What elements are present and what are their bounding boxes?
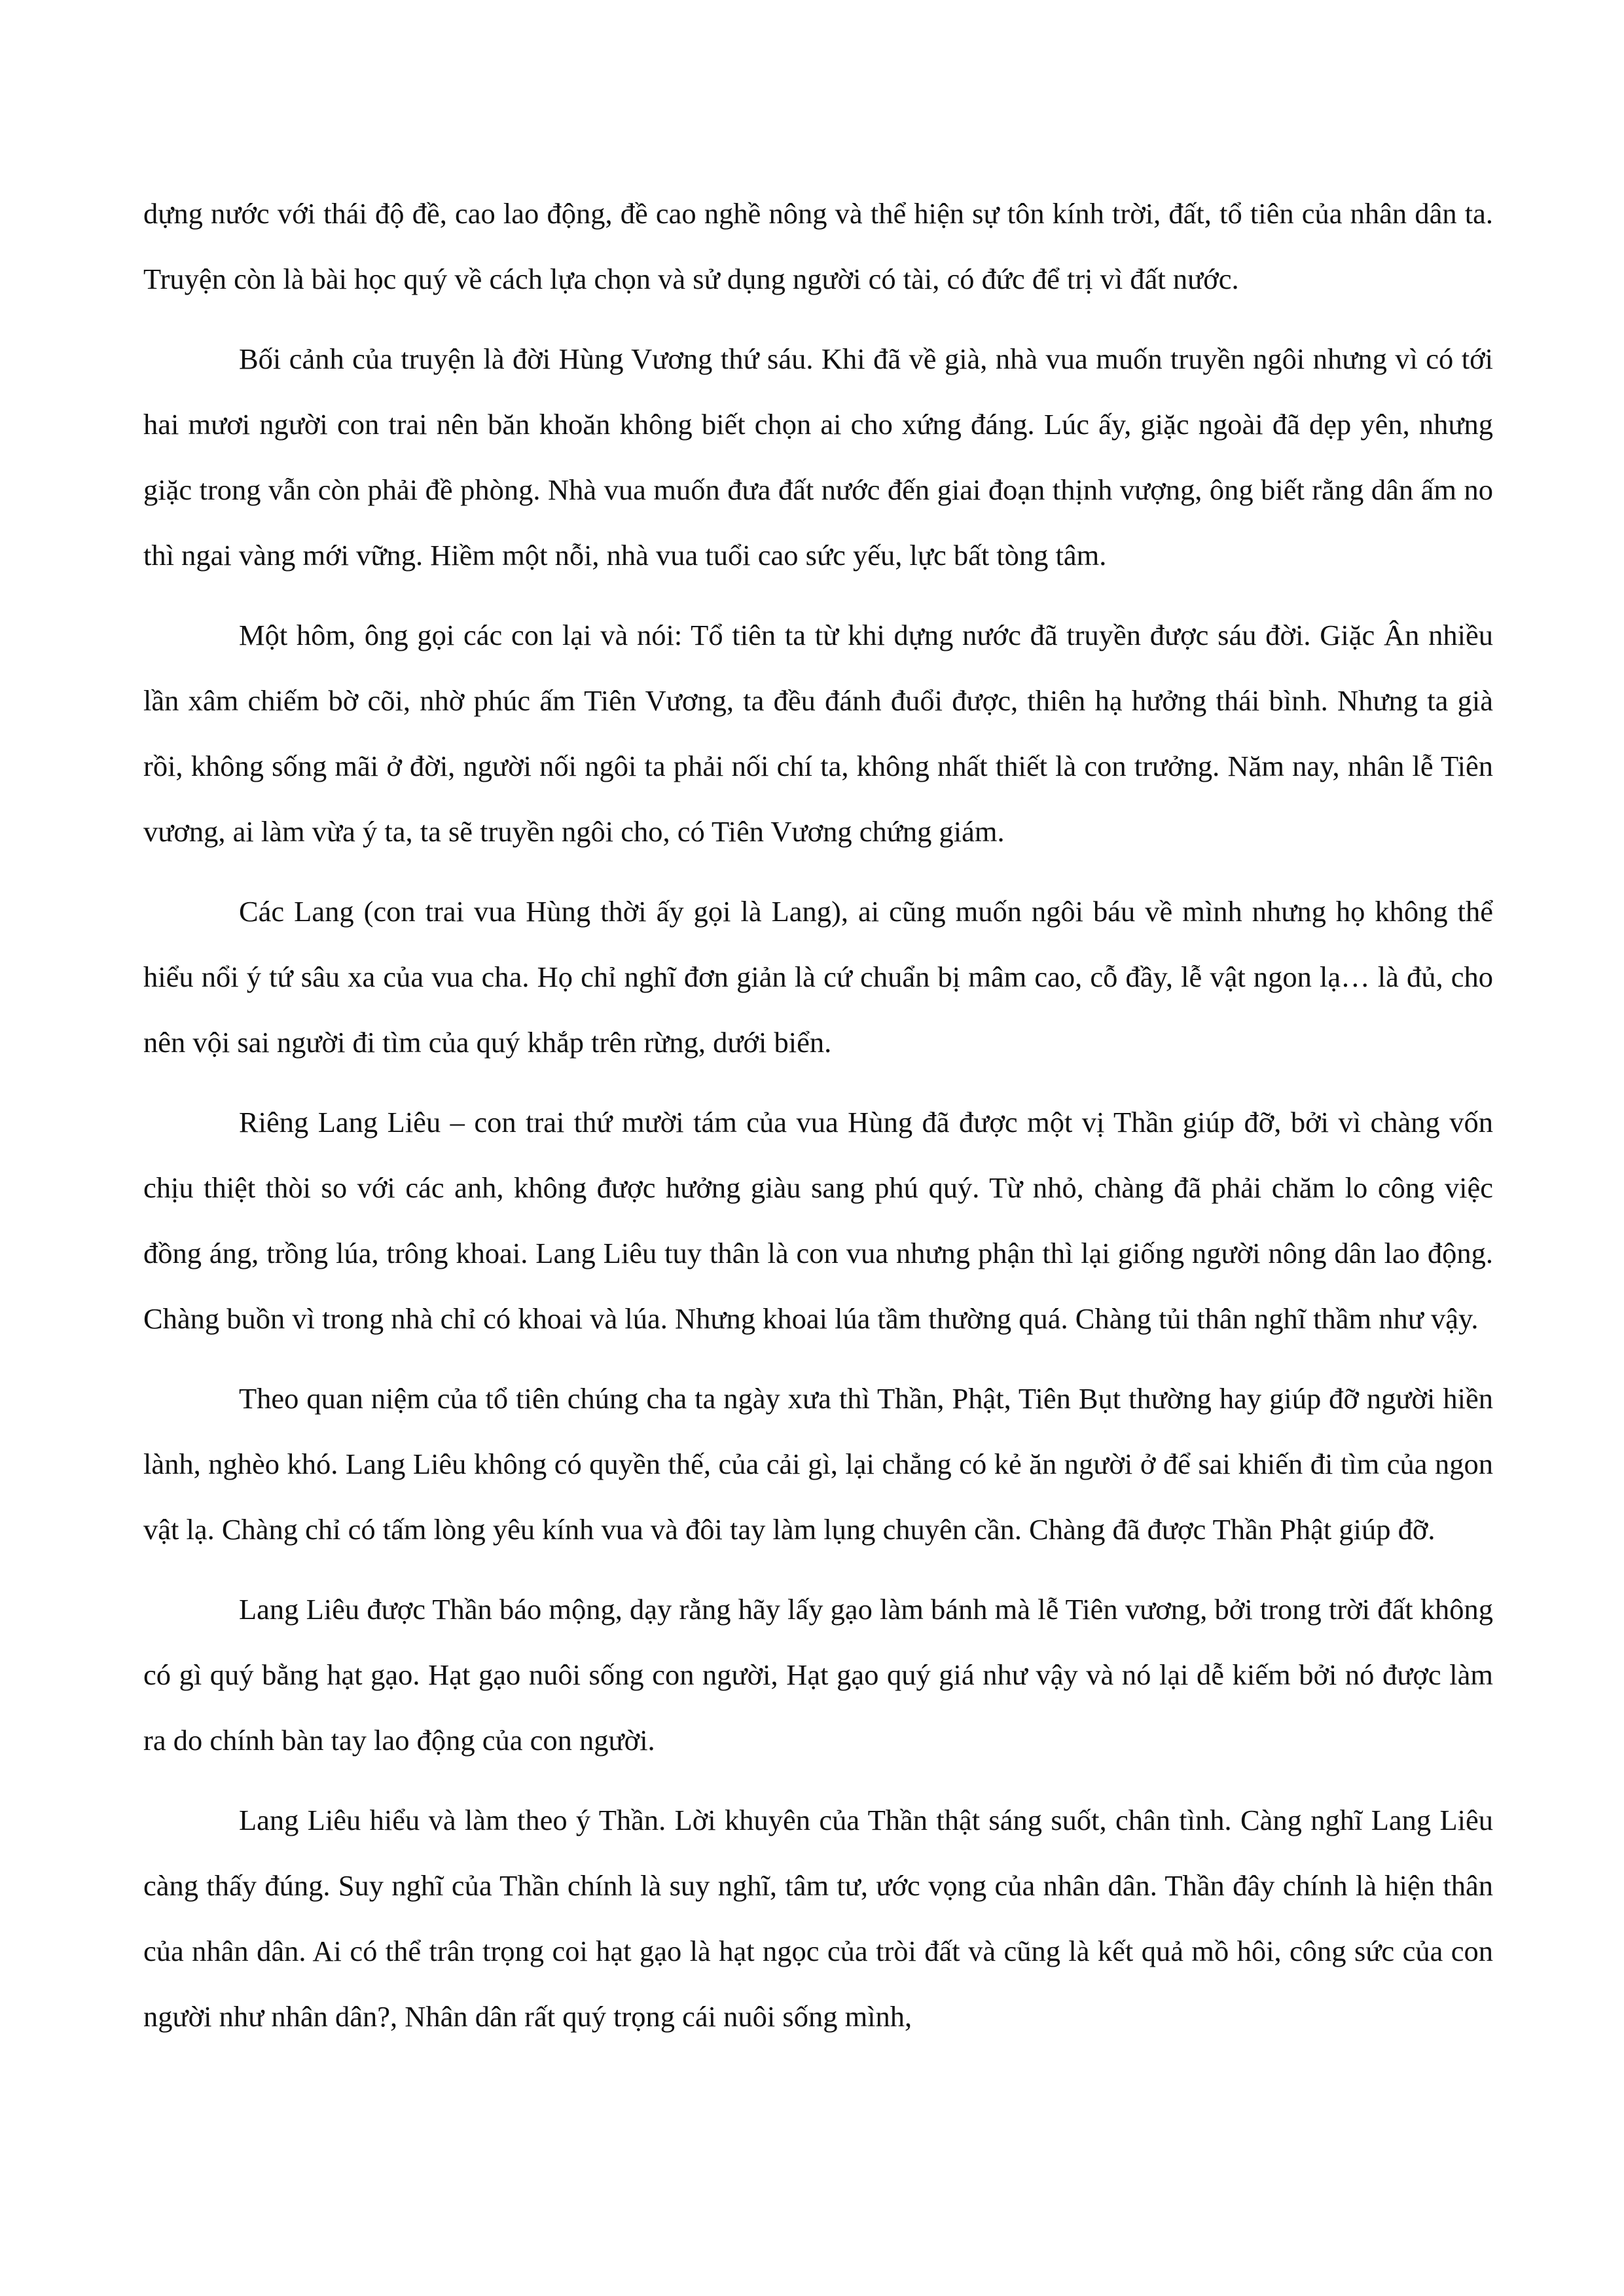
paragraph-1: dựng nước với thái độ đề, cao lao động, đề cao nghề nông và thể hiện sự tôn kính trời, đất, tổ tiên của nhân dân ta. Truyện còn là bài học quý về cách lựa chọn và sử dụng người có tài, có đức để trị vì đất nước. (143, 197, 1493, 295)
paragraph-6: Theo quan niệm của tổ tiên chúng cha ta ngày xưa thì Thần, Phật, Tiên Bụt thường hay giúp đỡ người hiền lành, nghèo khó. Lang Liêu không có quyền thế, của cải gì, lại chẳng có kẻ ăn người ở để sai khiến đi tìm của ngon vật lạ. Chàng chỉ có tấm lòng yêu kính vua và đôi tay làm lụng chuyên cần. Chàng đã được Thần Phật giúp đỡ. (143, 1382, 1493, 1546)
paragraph-2: Bối cảnh của truyện là đời Hùng Vương thứ sáu. Khi đã về già, nhà vua muốn truyền ngôi nhưng vì có tới hai mươi người con trai nên băn khoăn không biết chọn ai cho xứng đáng. Lúc ấy, giặc ngoài đã dẹp yên, nhưng giặc trong vẫn còn phải đề phòng. Nhà vua muốn đưa đất nước đến giai đoạn thịnh vượng, ông biết rằng dân ấm no thì ngai vàng mới vững. Hiềm một nỗi, nhà vua tuổi cao sức yếu, lực bất tòng tâm. (143, 342, 1493, 572)
paragraph-5: Riêng Lang Liêu – con trai thứ mười tám của vua Hùng đã được một vị Thần giúp đỡ, bởi vì chàng vốn chịu thiệt thòi so với các anh, không được hưởng giàu sang phú quý. Từ nhỏ, chàng đã phải chăm lo công việc đồng áng, trồng lúa, trông khoai. Lang Liêu tuy thân là con vua nhưng phận thì lại giống người nông dân lao động. Chàng buồn vì trong nhà chỉ có khoai và lúa. Nhưng khoai lúa tầm thường quá. Chàng tủi thân nghĩ thầm như vậy. (143, 1106, 1493, 1335)
paragraph-8: Lang Liêu hiểu và làm theo ý Thần. Lời khuyên của Thần thật sáng suốt, chân tình. Càng nghĩ Lang Liêu càng thấy đúng. Suy nghĩ của Thần chính là suy nghĩ, tâm tư, ước vọng của nhân dân. Thần đây chính là hiện thân của nhân dân. Ai có thể trân trọng coi hạt gạo là hạt ngọc của tròi đất và cũng là kết quả mồ hôi, công sức của con người như nhân dân?, Nhân dân rất quý trọng cái nuôi sống mình, (143, 1804, 1493, 2033)
paragraph-3: Một hôm, ông gọi các con lại và nói: Tổ tiên ta từ khi dựng nước đã truyền được sáu đời. Giặc Ân nhiều lần xâm chiếm bờ cõi, nhờ phúc ấm Tiên Vương, ta đều đánh đuổi được, thiên hạ hưởng thái bình. Nhưng ta già rồi, không sống mãi ở đời, người nối ngôi ta phải nối chí ta, không nhất thiết là con trưởng. Năm nay, nhân lễ Tiên vương, ai làm vừa ý ta, ta sẽ truyền ngôi cho, có Tiên Vương chứng giám. (143, 619, 1493, 848)
paragraph-4: Các Lang (con trai vua Hùng thời ấy gọi là Lang), ai cũng muốn ngôi báu về mình nhưng họ không thể hiểu nổi ý tứ sâu xa của vua cha. Họ chỉ nghĩ đơn giản là cứ chuẩn bị mâm cao, cỗ đầy, lễ vật ngon lạ… là đủ, cho nên vội sai người đi tìm của quý khắp trên rừng, dưới biển. (143, 895, 1493, 1059)
paragraph-7: Lang Liêu được Thần báo mộng, dạy rằng hãy lấy gạo làm bánh mà lễ Tiên vương, bởi trong trời đất không có gì quý bằng hạt gạo. Hạt gạo nuôi sống con người, Hạt gạo quý giá như vậy và nó lại dễ kiếm bởi nó được làm ra do chính bàn tay lao động của con người. (143, 1593, 1493, 1757)
